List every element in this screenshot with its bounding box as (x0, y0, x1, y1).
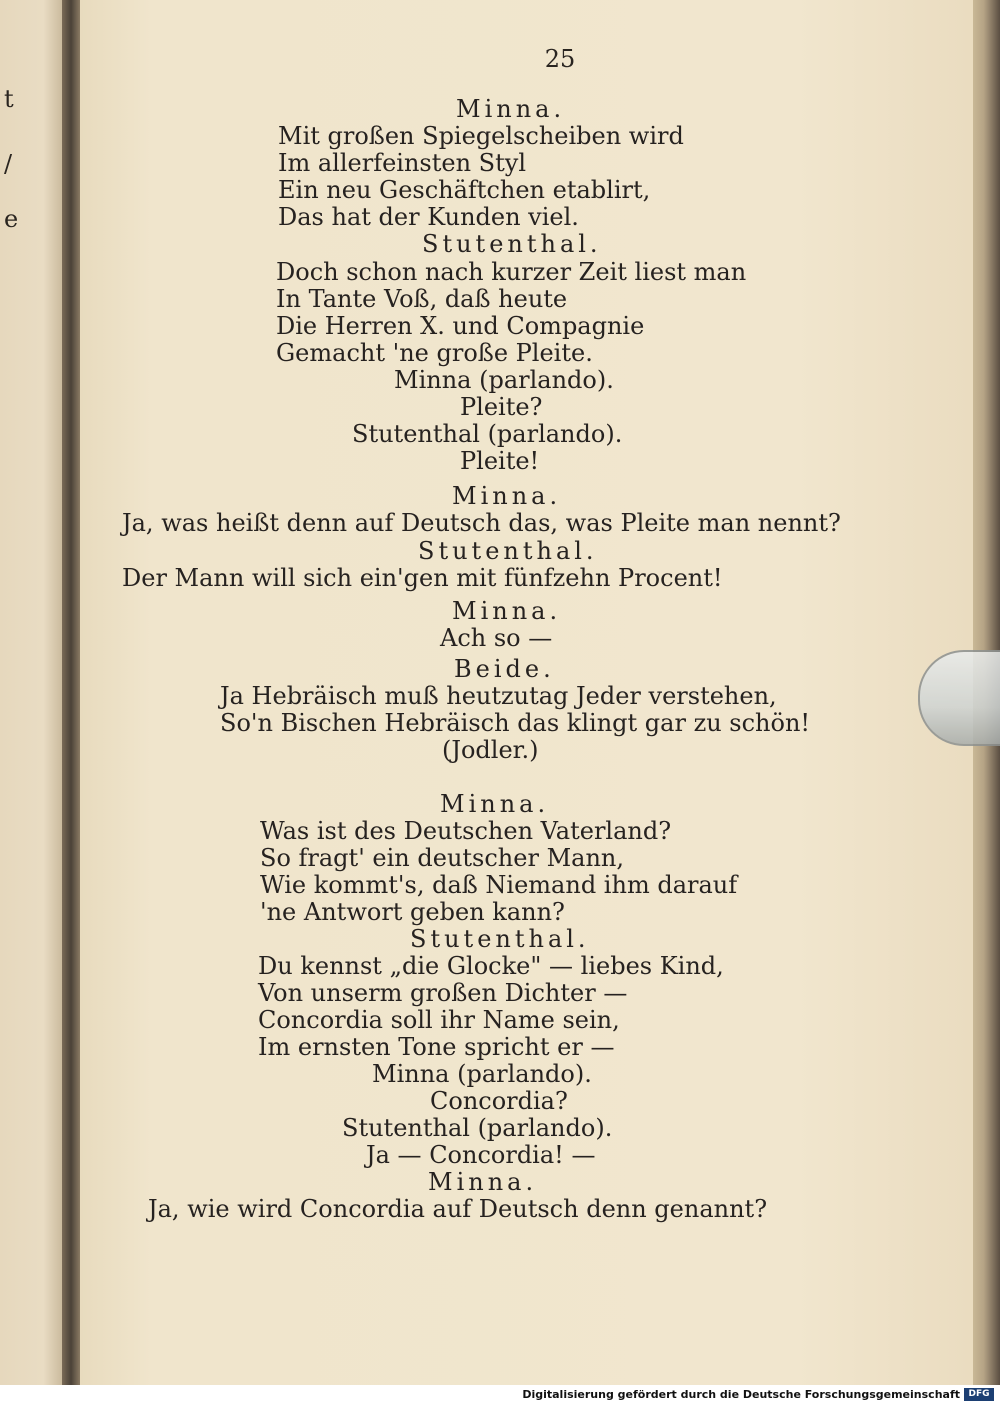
speaker-heading: Stutenthal (parlando). (352, 420, 623, 448)
verse-line: So'n Bischen Hebräisch das klingt gar zu schön! (220, 709, 811, 737)
left-page-fragment: t (4, 85, 14, 113)
verse-line: Das hat der Kunden viel. (278, 203, 579, 231)
verse-line: Im ernsten Tone spricht er — (258, 1033, 615, 1061)
verse-line: Pleite! (460, 447, 540, 475)
verse-line: Der Mann will sich ein'gen mit fünfzehn Procent! (122, 564, 723, 592)
verse-line: Gemacht 'ne große Pleite. (276, 339, 593, 367)
left-page-fragment: / (4, 150, 13, 178)
speaker-heading: Minna. (452, 597, 562, 625)
speaker-heading: Stutenthal. (422, 230, 602, 258)
verse-line: Was ist des Deutschen Vaterland? (260, 817, 672, 845)
speaker-heading: Minna. (452, 482, 562, 510)
verse-line: Die Herren X. und Compagnie (276, 312, 645, 340)
dfg-logo: DFG (964, 1388, 994, 1401)
verse-line: Im allerfeinsten Styl (278, 149, 526, 177)
verse-line: Mit großen Spiegelscheiben wird (278, 122, 684, 150)
verse-line: In Tante Voß, daß heute (276, 285, 568, 313)
speaker-heading: Minna (parlando). (372, 1060, 592, 1088)
speaker-heading: Minna. (440, 790, 550, 818)
verse-line: Ja — Concordia! — (366, 1141, 596, 1169)
verse-line: Ja, was heißt denn auf Deutsch das, was Pleite man nennt? (122, 509, 841, 537)
verse-line: Wie kommt's, daß Niemand ihm darauf (260, 871, 738, 899)
speaker-heading: Stutenthal. (418, 537, 598, 565)
digitization-footer (0, 1385, 1000, 1405)
speaker-heading: Beide. (454, 655, 555, 683)
verse-line: Ja, wie wird Concordia auf Deutsch denn genannt? (148, 1195, 768, 1223)
verse-line: So fragt' ein deutscher Mann, (260, 844, 624, 872)
stage-direction: (Jodler.) (442, 736, 539, 764)
verse-line: Ach so — (440, 624, 553, 652)
page-number: 25 (544, 45, 576, 73)
book-page (80, 0, 973, 1385)
verse-line: Ja Hebräisch muß heutzutag Jeder verstehen, (220, 682, 777, 710)
verse-line: Von unserm großen Dichter — (258, 979, 628, 1007)
left-page-edge (0, 0, 62, 1385)
binder-clip (918, 650, 1000, 746)
verse-line: Du kennst „die Glocke" — liebes Kind, (258, 952, 724, 980)
funding-notice: Digitalisierung gefördert durch die Deutsche Forschungsgemeinschaft (522, 1388, 960, 1401)
speaker-heading: Stutenthal. (410, 925, 590, 953)
verse-line: Concordia? (430, 1087, 568, 1115)
verse-line: Doch schon nach kurzer Zeit liest man (276, 258, 747, 286)
speaker-heading: Stutenthal (parlando). (342, 1114, 613, 1142)
speaker-heading: Minna. (428, 1168, 538, 1196)
left-page-fragment: e (4, 205, 19, 233)
verse-line: Ein neu Geschäftchen etablirt, (278, 176, 651, 204)
speaker-heading: Minna (parlando). (394, 366, 614, 394)
speaker-heading: Minna. (456, 95, 566, 123)
verse-line: 'ne Antwort geben kann? (260, 898, 565, 926)
verse-line: Pleite? (460, 393, 543, 421)
verse-line: Concordia soll ihr Name sein, (258, 1006, 620, 1034)
book-gutter (62, 0, 80, 1385)
